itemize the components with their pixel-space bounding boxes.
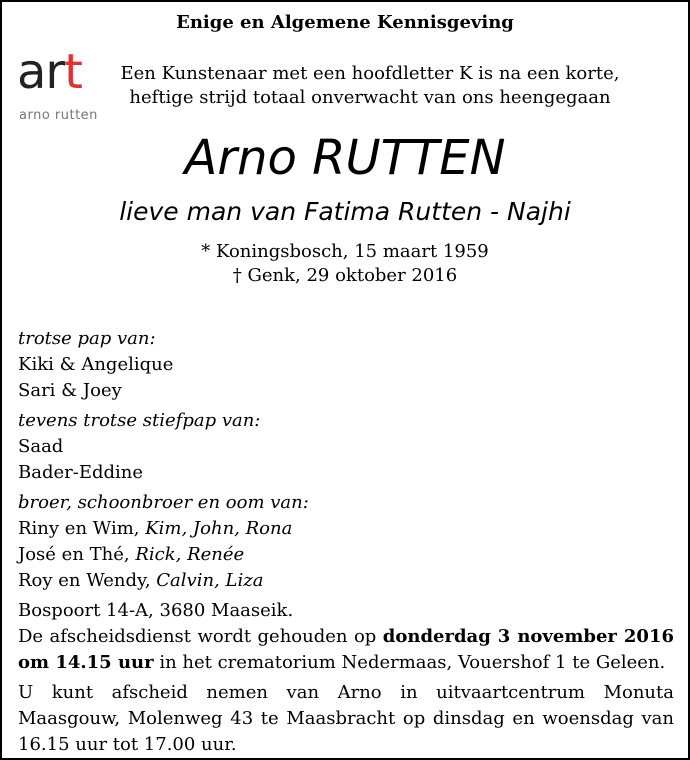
logo-wordmark [17,46,82,98]
sibling-kids: Rick, Renée [135,544,245,565]
logo-caption: arno rutten [19,108,98,123]
sibling-label: broer, schoonbroer en oom van: [18,492,309,513]
art-logo [17,46,107,128]
family-section [18,326,674,758]
sibling-line [18,516,674,542]
farewell-paragraph: U kunt afscheid nemen van Arno in uitvaartcentrum Monuta Maasgouw, Molenweg 43 te Maasbracht op dinsdag en woensdag van 16.15 uur tot 17.00 uur. [18,682,674,755]
intro-line: Een Kunstenaar met een hoofdletter K is na een korte, [120,63,620,84]
sibling-line [18,568,674,594]
child-line: Kiki & Angelique [18,354,174,375]
deceased-name: Arno RUTTEN [184,130,506,186]
child-line: Sari & Joey [18,380,122,401]
sibling-kids: Calvin, Liza [156,570,264,591]
logo-letter-t: t [64,44,82,100]
intro-line: heftige strijd totaal onverwacht van ons heengegaan [129,87,611,108]
sibling-kids: Kim, John, Rona [145,518,293,539]
notice-heading: Enige en Algemene Kennisgeving [176,12,514,33]
stepchild-line: Saad [18,436,64,457]
service-datetime: donderdag 3 november 2016 om 14.15 uur [18,626,674,673]
service-location: in het crematorium Nedermaas, Vouershof 1 te Geleen. [153,652,666,673]
sibling-line [18,542,674,568]
sibling-couple: Roy en Wendy, [18,570,157,591]
logo-letter-a: a [17,44,46,100]
sibling-couple: José en Thé, [18,544,136,565]
birth-line: * Koningsbosch, 15 maart 1959 [201,241,489,262]
stepfather-label: tevens trotse stiefpap van: [18,410,261,431]
logo-letter-r: r [45,44,65,100]
intro-text [110,62,630,110]
service-paragraph [18,624,674,676]
spouse-line: lieve man van Fatima Rutten - Najhi [119,197,571,226]
death-line: † Genk, 29 oktober 2016 [232,265,458,286]
life-dates [0,240,690,288]
address-line: Bospoort 14-A, 3680 Maaseik. [18,600,294,621]
service-intro: De afscheidsdienst wordt gehouden op [18,626,383,647]
father-label: trotse pap van: [18,328,156,349]
sibling-couple: Riny en Wim, [18,518,146,539]
stepchild-line: Bader-Eddine [18,462,144,483]
